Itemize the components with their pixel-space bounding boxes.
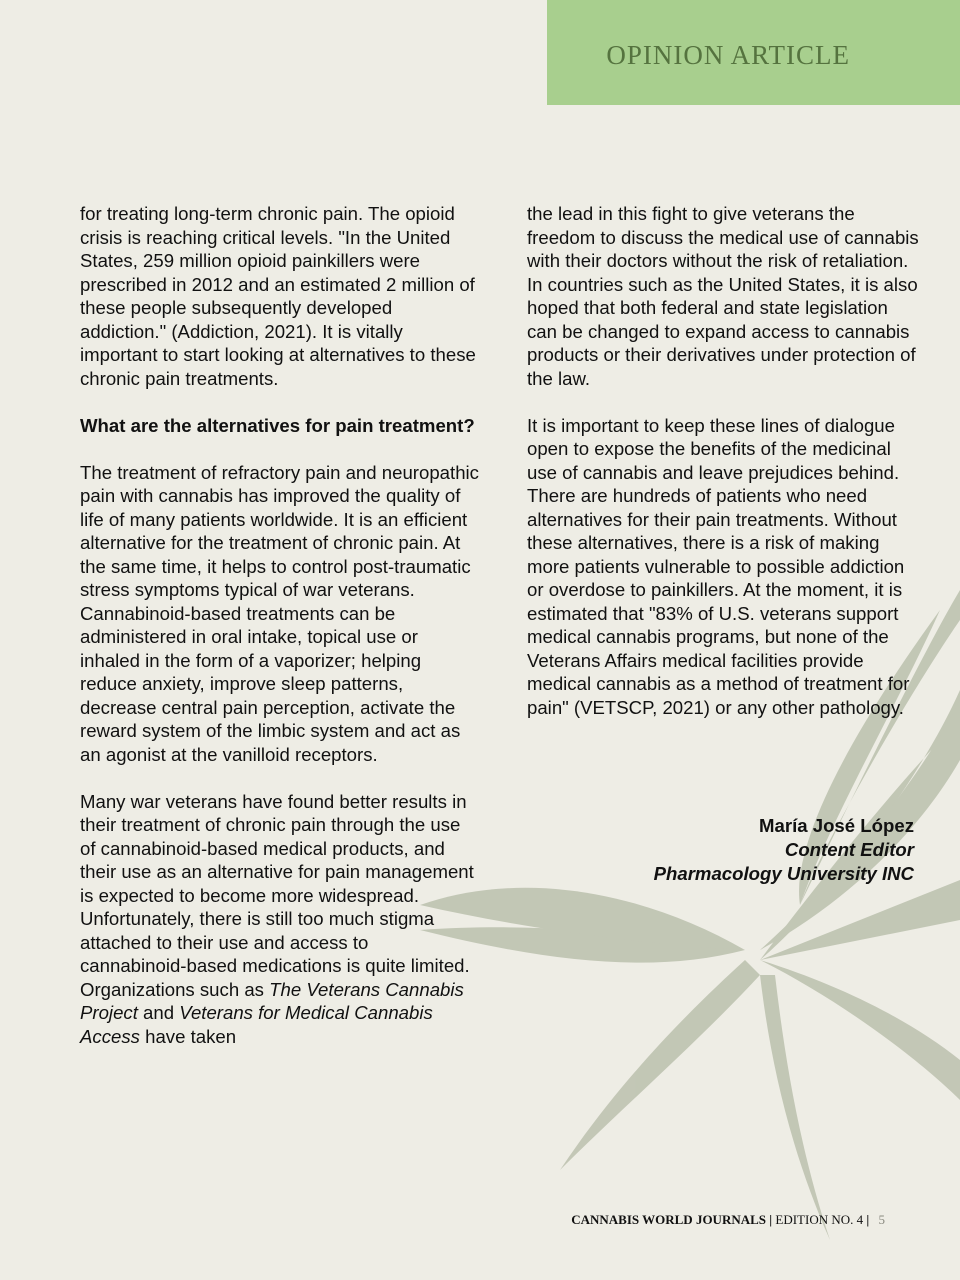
section-heading: What are the alternatives for pain treatment? [80, 414, 475, 436]
left-paragraph-3 [80, 790, 480, 1049]
paragraph-text: and [137, 1002, 180, 1023]
right-column [527, 202, 922, 743]
left-paragraph-1: for treating long-term chronic pain. The opioid crisis is reaching critical levels. "In the United States, 259 million opioid painkillers were prescribed in 2012 and an estimated 2 million of these people subsequently developed addiction." (Addiction, 2021). It is vitally important to start looking at alternatives to these chronic pain treatments. [80, 203, 476, 389]
right-paragraph-1: the lead in this fight to give veterans the freedom to discuss the medical use of cannabis with their doctors without the risk of retaliation. In countries such as the United States, it is also hoped that both federal and state legislation can be changed to expand access to cannabis products or their derivatives under protection of the law. [527, 203, 919, 389]
journal-name: CANNABIS WORLD JOURNALS [571, 1212, 767, 1227]
left-paragraph-2: The treatment of refractory pain and neuropathic pain with cannabis has improved the quality of life of many patients worldwide. It is an efficient alternative for the treatment of chronic pain. At the same time, it helps to control post-traumatic stress symptoms typical of war veterans. Cannabinoid-based treatments can be administered in oral intake, topical use or inhaled in the form of a vaporizer; helping reduce anxiety, improve sleep patterns, decrease central pain perception, activate the reward system of the limbic system and act as an agonist at the vanilloid receptors. [80, 461, 479, 765]
author-name: María José López [759, 815, 914, 836]
right-paragraph-2: It is important to keep these lines of dialogue open to expose the benefits of the medicinal use of cannabis and leave prejudices behind. There are hundreds of patients who need alternatives for their pain treatments. Without these alternatives, there is a risk of making more patients vulnerable to possible addiction or overdose to painkillers. At the moment, it is estimated that "83% of U.S. veterans support medical cannabis programs, but none of the Veterans Affairs medical facilities provide medical cannabis as a method of treatment for pain" (VETSCP, 2021) or any other pathology. [527, 414, 910, 718]
footer-separator: | [769, 1212, 773, 1227]
edition-number: EDITION NO. 4 [775, 1212, 864, 1227]
section-label: OPINION ARTICLE [606, 40, 850, 70]
footer-separator: | [866, 1212, 870, 1227]
author-organization: Pharmacology University INC [653, 863, 914, 884]
section-header-tab [547, 0, 960, 105]
paragraph-text: Many war veterans have found better results in their treatment of chronic pain through the use of cannabinoid-based medical products, and their use as an alternative for pain management is expected to become more widespread. Unfortunately, there is still too much stigma attached to their use and access to cannabinoid-based medications is quite limited. Organizations such as [80, 790, 474, 1000]
org-name-veterans-medical-cannabis-access: Veterans for Medical Cannabis Access [80, 1002, 433, 1047]
left-column [80, 202, 480, 1072]
author-signature [654, 814, 914, 886]
page-number: 5 [878, 1212, 885, 1227]
author-role: Content Editor [784, 839, 914, 860]
page-footer [571, 1212, 885, 1228]
paragraph-text: have taken [139, 1025, 237, 1047]
org-name-veterans-cannabis-project: The Veterans Cannabis Project [80, 978, 464, 1023]
